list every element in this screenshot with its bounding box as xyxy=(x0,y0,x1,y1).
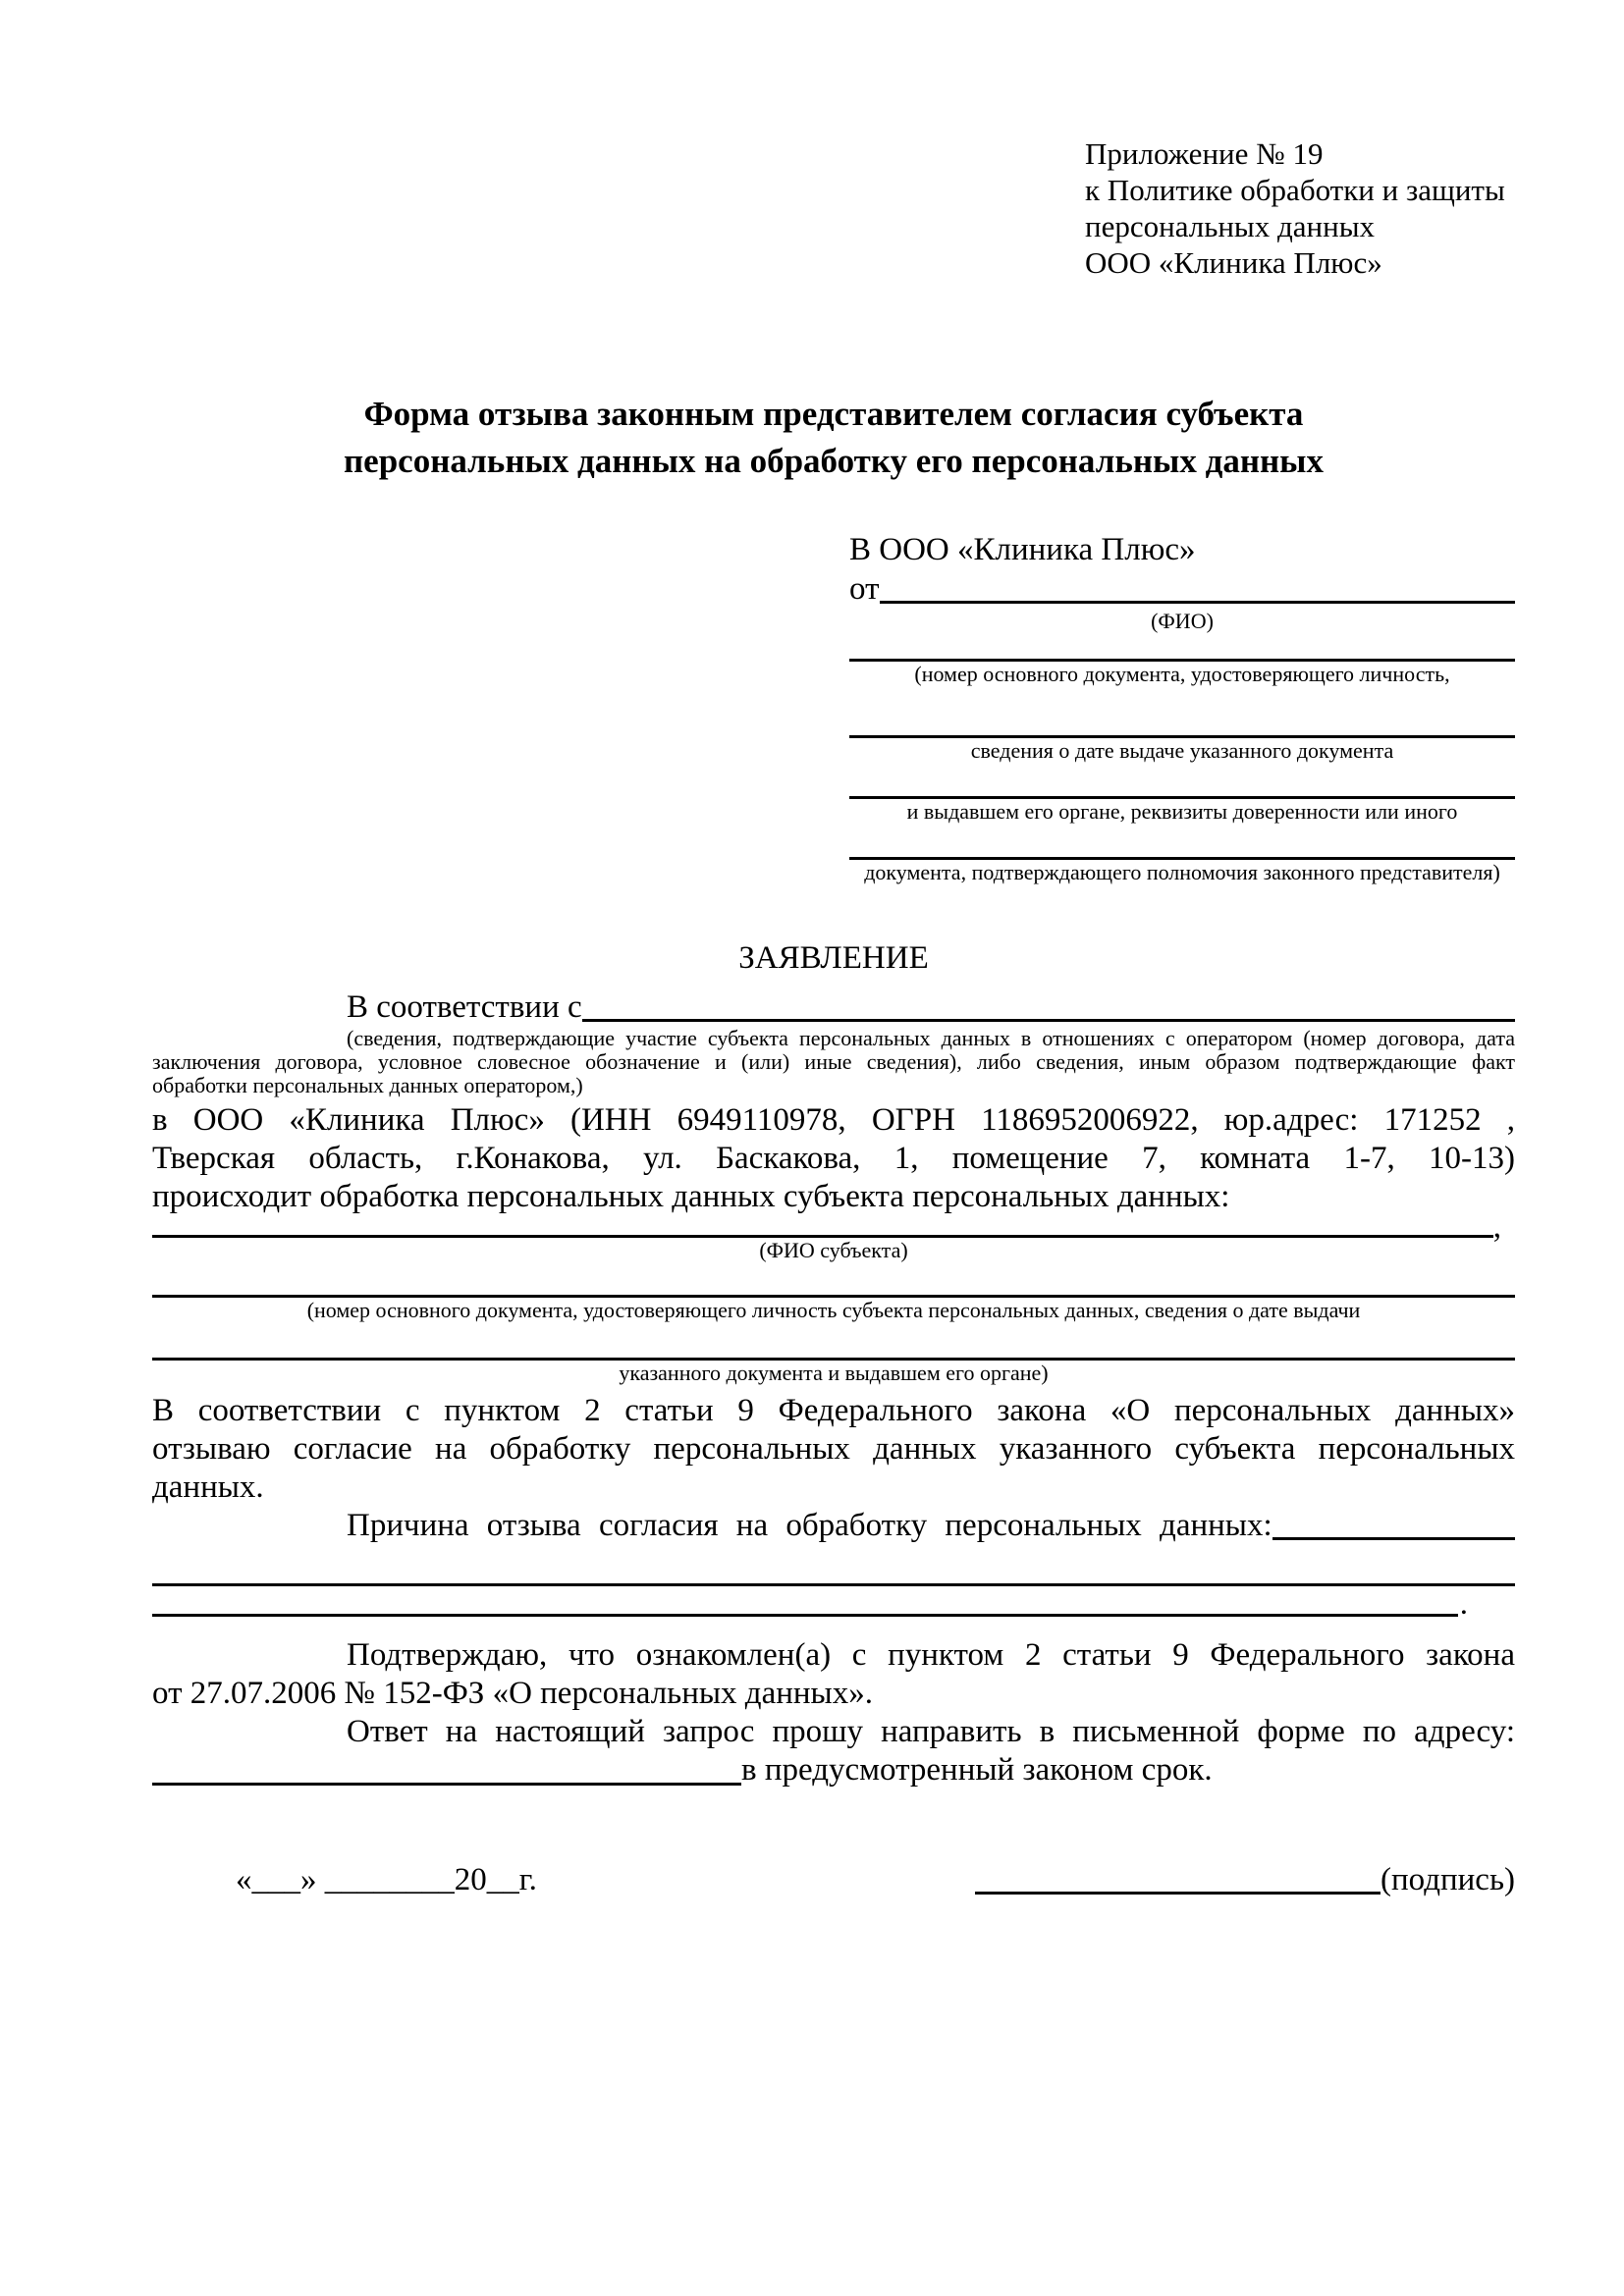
operator-paragraph xyxy=(152,1101,1515,1216)
confirmation-paragraph xyxy=(152,1636,1515,1713)
signature-row xyxy=(152,1860,1515,1899)
statement-heading: ЗАЯВЛЕНИЕ xyxy=(738,940,929,976)
paragraph-line: от 27.07.2006 № 152-ФЗ «О персональных данных». xyxy=(152,1676,873,1711)
paragraph-line: отзываю согласие на обработку персональных данных указанного субъекта персональных xyxy=(152,1431,1515,1467)
signature-block xyxy=(975,1860,1515,1899)
addressee-to: В ООО «Клиника Плюс» xyxy=(849,532,1196,567)
subject-fio-suffix: , xyxy=(1492,1209,1501,1245)
reason-blank-line-end xyxy=(152,1586,1468,1622)
footnote-line: обработки персональных данных оператором,) xyxy=(152,1073,583,1097)
intro-prefix: В соответствии с xyxy=(347,989,582,1025)
withdrawal-paragraph xyxy=(152,1392,1515,1507)
footnote-line: (сведения, подтверждающие участие субъекта персональных данных в отношениях с оператором (номер договора, дата xyxy=(347,1026,1515,1050)
paragraph-line: Тверская область, г.Конакова, ул. Баскакова, 1, помещение 7, комната 1-7, 10-13) xyxy=(152,1141,1515,1176)
fio-caption: (ФИО) xyxy=(1151,609,1214,633)
paragraph-line: В соответствии с пунктом 2 статьи 9 Федерального закона «О персональных данных» xyxy=(152,1393,1515,1428)
paragraph-line: происходит обработка персональных данных субъекта персональных данных: xyxy=(152,1179,1230,1214)
appendix-line: Приложение № 19 xyxy=(1085,136,1324,171)
appendix-line: ООО «Клиника Плюс» xyxy=(1085,245,1382,280)
address-blank-line xyxy=(152,1783,741,1786)
doc-caption: документа, подтверждающего полномочия законного представителя) xyxy=(864,860,1500,884)
subject-fio-caption: (ФИО субъекта) xyxy=(759,1238,908,1262)
doc-caption: (номер основного документа, удостоверяющего личность, xyxy=(914,662,1450,686)
from-line xyxy=(849,569,1515,609)
doc-caption: и выдавшем его органе, реквизиты доверенности или иного xyxy=(906,799,1458,824)
reason-blank-line xyxy=(152,1614,1458,1617)
reason-end-period: . xyxy=(1459,1586,1468,1622)
from-blank-line xyxy=(880,601,1516,604)
footnote-block xyxy=(152,1027,1515,1097)
intro-blank-line xyxy=(582,1019,1515,1022)
paragraph-line: Ответ на настоящий запрос прошу направить в письменной форме по адресу: xyxy=(347,1714,1515,1749)
subject-doc-caption: (номер основного документа, удостоверяющего личность субъекта персональных данных, сведения о дате выдачи xyxy=(306,1298,1361,1322)
reply-suffix: в предусмотренный законом срок. xyxy=(741,1752,1213,1788)
reply-paragraph xyxy=(152,1713,1515,1789)
addressee-block xyxy=(849,530,1515,885)
signature-caption: (подпись) xyxy=(1380,1862,1515,1897)
paragraph-line: данных. xyxy=(152,1469,264,1505)
paragraph-line: в ООО «Клиника Плюс» (ИНН 6949110978, ОГРН 1186952006922, юр.адрес: 171252 , xyxy=(152,1102,1515,1138)
reason-line xyxy=(152,1507,1515,1545)
appendix-line: к Политике обработки и защиты xyxy=(1085,173,1505,207)
from-label: от xyxy=(849,571,880,607)
signature-blank-line xyxy=(975,1892,1380,1895)
document-title: Форма отзыва законным представителем согласия субъекта персональных данных на обработку его персональных данных xyxy=(344,395,1324,480)
appendix-block xyxy=(1085,135,1515,281)
doc-caption: сведения о дате выдаче указанного документа xyxy=(970,738,1394,763)
reply-address-line xyxy=(152,1751,1515,1789)
date-line: «___» ________20__г. xyxy=(236,1862,537,1897)
intro-line xyxy=(152,988,1515,1027)
footnote-line: заключения договора, условное словесное обозначение и (или) иные сведения), либо сведения, иным образом подтверждающие факт xyxy=(152,1049,1515,1074)
appendix-line: персональных данных xyxy=(1085,209,1376,243)
reason-label: Причина отзыва согласия на обработку персональных данных: xyxy=(347,1508,1272,1543)
subject-fio-line xyxy=(152,1209,1515,1245)
subject-doc-caption: указанного документа и выдавшем его органе) xyxy=(619,1361,1049,1385)
paragraph-line: Подтверждаю, что ознакомлен(а) с пунктом 2 статьи 9 Федерального закона xyxy=(347,1637,1515,1673)
reason-blank-line xyxy=(1272,1537,1515,1540)
